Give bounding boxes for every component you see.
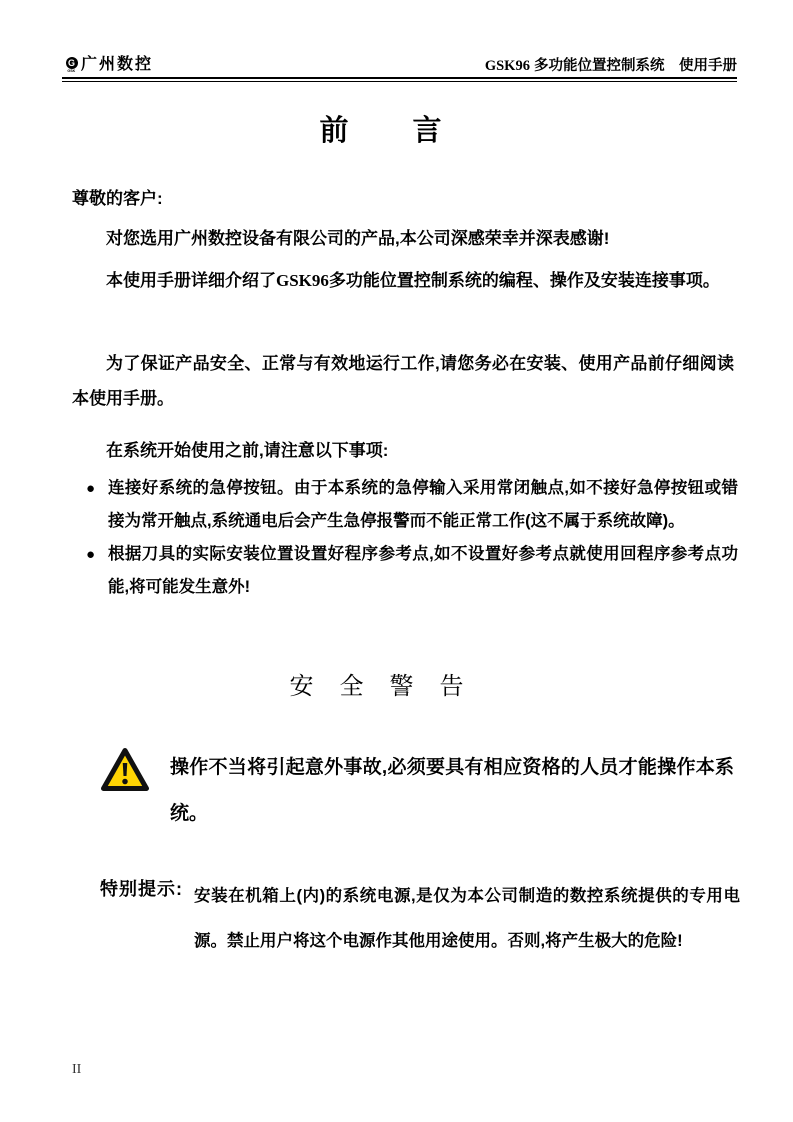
paragraph-thanks: 对您选用广州数控设备有限公司的产品,本公司深感荣幸并深表感谢!: [106, 229, 610, 248]
special-note-block: [100, 874, 740, 964]
gsk-logo: [64, 56, 153, 74]
logo-text: 广州数控: [81, 56, 154, 73]
para2-model: GSK96: [276, 271, 329, 290]
list-item: [86, 538, 738, 604]
special-note-label: 特别提示:: [100, 879, 183, 899]
header-model: GSK96: [484, 58, 530, 74]
header-title: [485, 58, 737, 74]
paragraph-manual-intro: [106, 266, 720, 291]
paragraph-notice-lead: 在系统开始使用之前,请注意以下事项:: [106, 441, 389, 460]
para2-prefix: 本使用手册详细介绍了: [106, 271, 276, 290]
warning-triangle-icon: [100, 747, 150, 793]
special-note-text: 安装在机箱上(内)的系统电源,是仅为本公司制造的数控系统提供的专用电源。禁止用户将这个电源作其他用途使用。否则,将产生极大的危险!: [194, 887, 740, 950]
header-rule-thin: [62, 81, 737, 82]
list-item-text: 连接好系统的急停按钮。由于本系统的急停输入采用常闭触点,如不接好急停按钮或错接为常开触点,系统通电后会产生急停报警而不能正常工作(这不属于系统故障)。: [108, 479, 738, 530]
header-rule: [62, 77, 737, 82]
bullet-icon: ●: [86, 480, 96, 497]
page-header: [62, 56, 737, 76]
warning-block: [100, 745, 734, 837]
header-rule-thick: [62, 77, 737, 79]
page-number: II: [72, 1062, 82, 1077]
bullet-icon: ●: [86, 546, 96, 563]
preface-title: 前 言: [319, 115, 444, 147]
gsk-logo-icon: G GSK: [64, 57, 79, 74]
safety-warning-title: 安 全 警 告: [289, 674, 474, 700]
paragraph-read-before-use: 为了保证产品安全、正常与有效地运行工作,请您务必在安装、使用产品前仔细阅读本使用手册。: [72, 354, 734, 408]
list-item: [86, 472, 738, 538]
notice-list: [86, 472, 738, 604]
list-item-text: 根据刀具的实际安装位置设置好程序参考点,如不设置好参考点就使用回程序参考点功能,将可能发生意外!: [108, 545, 738, 596]
warning-text: 操作不当将引起意外事故,必须要具有相应资格的人员才能操作本系统。: [170, 757, 734, 824]
header-title-rest: 多功能位置控制系统 使用手册: [529, 58, 737, 74]
salutation: 尊敬的客户:: [72, 189, 163, 208]
para2-suffix: 多功能位置控制系统的编程、操作及安装连接事项。: [328, 271, 720, 290]
